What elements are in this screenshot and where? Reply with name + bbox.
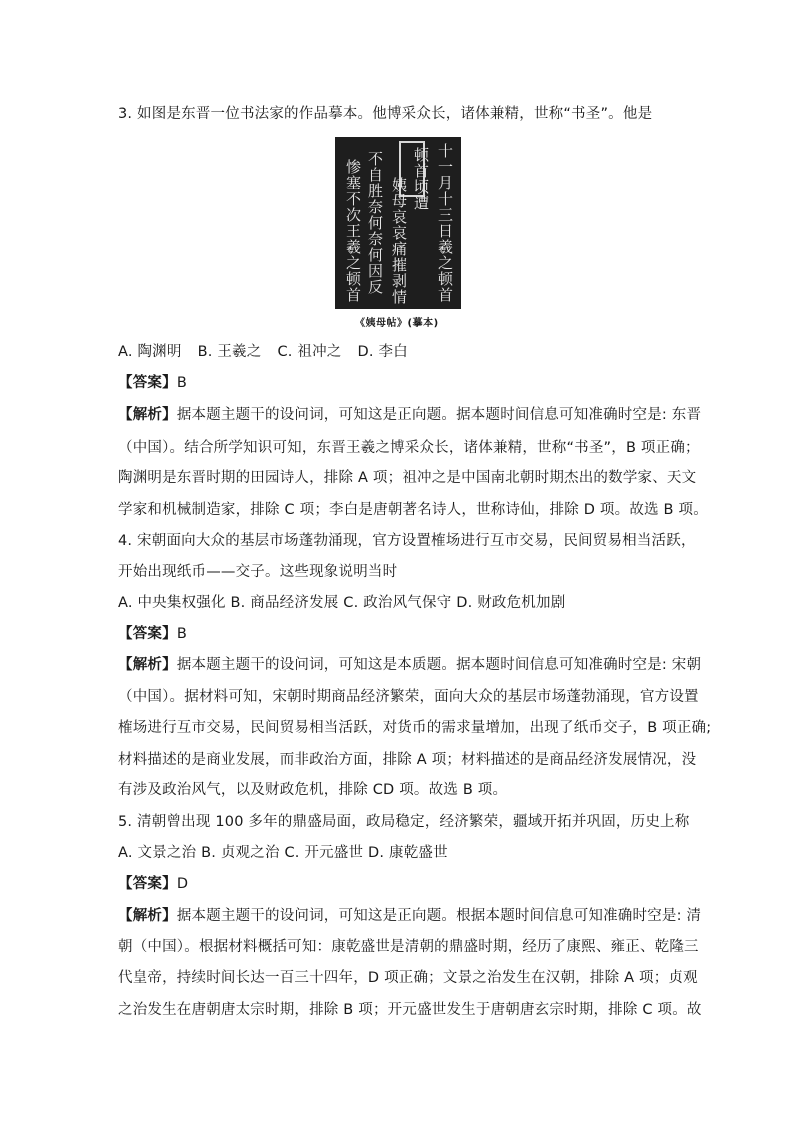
calligraphy-column: 顿首顷遭	[412, 147, 430, 211]
answer-value: B	[176, 626, 187, 642]
analysis-label: 【解析】	[118, 657, 177, 673]
q3-analysis-line: 陶渊明是东晋时期的田园诗人，排除 A 项；祖冲之是中国南北朝时期杰出的数学家、天文	[118, 470, 697, 486]
q3-answer	[118, 373, 187, 393]
analysis-text: 据本题主题干的设问词，可知这是正向题。据本题时间信息可知准确时空是: 东晋	[176, 407, 702, 423]
q4-answer	[118, 624, 187, 644]
calligraphy-column: 十一月十三日羲之顿首	[436, 143, 454, 303]
q4-analysis-line	[118, 655, 701, 675]
analysis-label: 【解析】	[118, 908, 177, 924]
option-d: D. 李白	[357, 344, 408, 360]
q5-options: A. 文景之治 B. 贞观之治 C. 开元盛世 D. 康乾盛世	[118, 845, 448, 861]
option-a: A. 陶渊明	[118, 344, 182, 360]
q4-analysis-line: 榷场进行互市交易，民间贸易相当活跃，对货币的需求量增加，出现了纸币交子，B 项正确;	[118, 720, 712, 736]
calligraphy-column: 惨塞不次王羲之顿首	[344, 159, 362, 303]
option-b: B. 王羲之	[197, 344, 262, 360]
calligraphy-column: 不自胜奈何奈何因反	[366, 151, 384, 295]
q5-stem: 5. 清朝曾出现 100 多年的鼎盛局面，政局稳定，经济繁荣，疆域开拓并巩固，历史上称	[118, 814, 690, 830]
q5-analysis-line: 之治发生在唐朝唐太宗时期，排除 B 项；开元盛世发生于唐朝唐玄宗时期，排除 C 项。故	[118, 1002, 702, 1018]
q4-analysis-line: （中国）。据材料可知，宋朝时期商品经济繁荣，面向大众的基层市场蓬勃涌现，官方设置	[118, 689, 699, 705]
q4-analysis-line: 有涉及政治风气，以及财政危机，排除 CD 项。故选 B 项。	[118, 782, 508, 798]
analysis-label: 【解析】	[118, 407, 177, 423]
q4-stem-line: 开始出现纸币——交子。这些现象说明当时	[118, 564, 398, 580]
q5-analysis-line: 朝（中国）。根据材料概括可知：康乾盛世是清朝的鼎盛时期，经历了康熙、雍正、乾隆三	[118, 939, 699, 955]
q3-options	[118, 342, 424, 362]
answer-label: 【答案】	[118, 626, 177, 642]
answer-value: D	[176, 876, 189, 892]
q5-analysis-line: 代皇帝，持续时间长达一百三十四年，D 项正确；文景之治发生在汉朝，排除 A 项；贞观	[118, 970, 698, 986]
answer-label: 【答案】	[118, 876, 177, 892]
q4-analysis-line: 材料描述的是商业发展，而非政治方面，排除 A 项；材料描述的是商品经济发展情况，没	[118, 752, 697, 768]
analysis-text: 据本题主题干的设问词，可知这是正向题。根据本题时间信息可知准确时空是: 清	[176, 908, 702, 924]
q3-analysis-line: （中国）。结合所学知识可知，东晋王羲之博采众长，诸体兼精，世称“书圣”，B 项正确；	[118, 440, 700, 456]
q3-stem: 3. 如图是东晋一位书法家的作品摹本。他博采众长，诸体兼精，世称“书圣”。他是	[118, 106, 653, 122]
q5-answer	[118, 874, 188, 894]
q5-analysis-line	[118, 906, 701, 926]
figure-caption: 《姨母帖》(摹本)	[355, 318, 439, 329]
analysis-text: 据本题主题干的设问词，可知这是本质题。据本题时间信息可知准确时空是: 宋朝	[176, 657, 702, 673]
q4-options: A. 中央集权强化 B. 商品经济发展 C. 政治风气保守 D. 财政危机加剧	[118, 595, 566, 611]
option-c: C. 祖冲之	[277, 344, 342, 360]
answer-value: B	[176, 375, 187, 391]
q4-stem-line: 4. 宋朝面向大众的基层市场蓬勃涌现，官方设置榷场进行互市交易，民间贸易相当活跃，	[118, 533, 696, 549]
calligraphy-column: 姨母哀哀痛摧剥情	[390, 177, 408, 305]
calligraphy-image	[335, 137, 461, 309]
answer-label: 【答案】	[118, 375, 177, 391]
q3-analysis-line	[118, 405, 701, 425]
q3-analysis-line: 学家和机械制造家，排除 C 项；李白是唐朝著名诗人，世称诗仙，排除 D 项。故选 B 项。	[118, 502, 708, 518]
